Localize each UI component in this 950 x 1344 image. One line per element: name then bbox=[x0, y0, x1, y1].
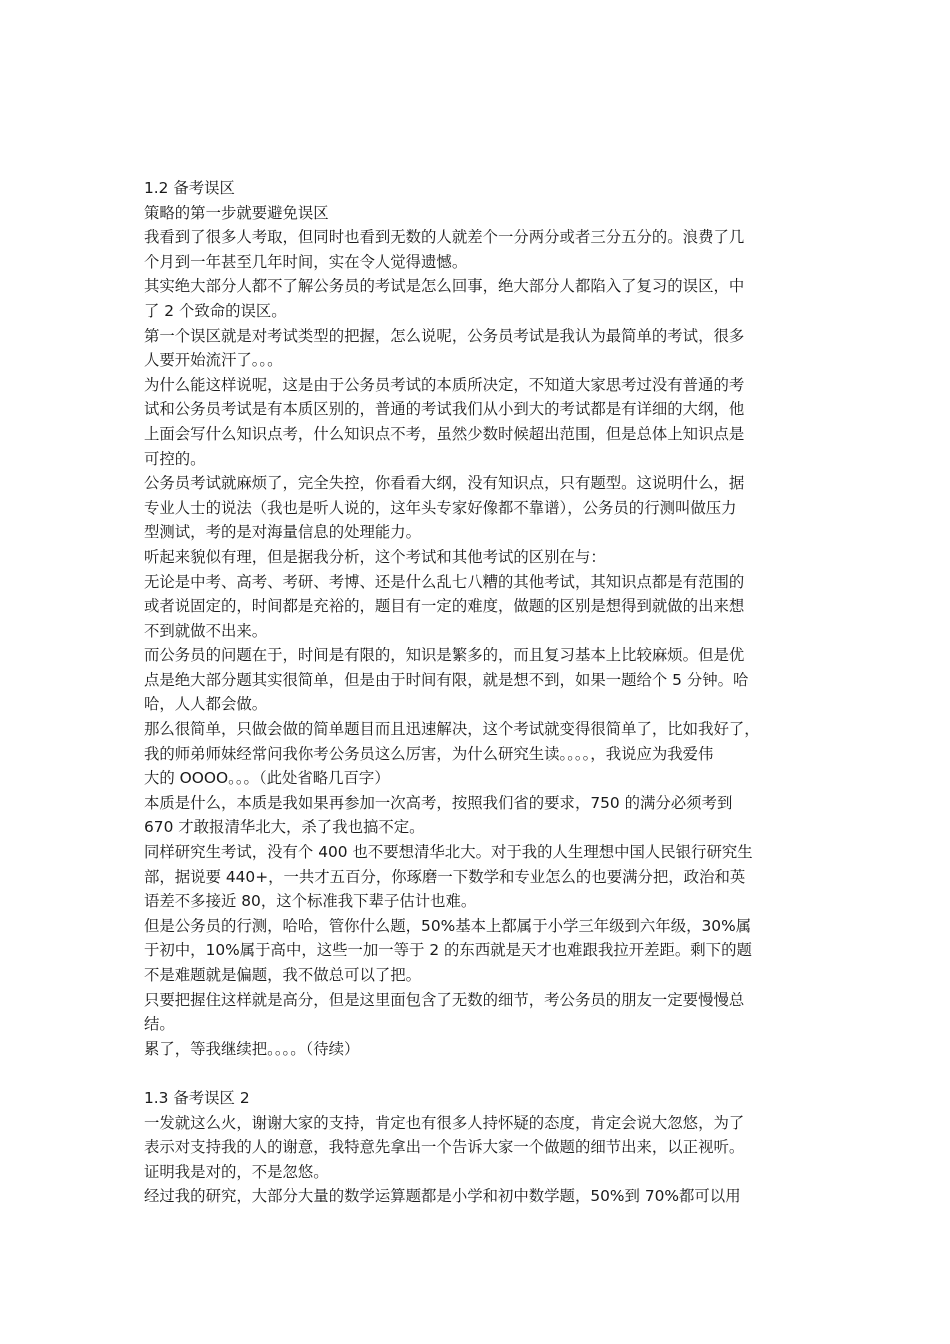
document-body bbox=[144, 176, 808, 1209]
section-heading: 1.3 备考误区 2 bbox=[144, 1088, 250, 1107]
text-line: 型测试，考的是对海量信息的处理能力。 bbox=[144, 523, 422, 542]
text-line: 670 才敢报清华北大，杀了我也搞不定。 bbox=[144, 818, 425, 837]
text-line: 经过我的研究，大部分大量的数学运算题都是小学和初中数学题，50%到 70%都可以用 bbox=[144, 1187, 741, 1206]
text-line: 结。 bbox=[144, 1015, 175, 1034]
text-line: 累了，等我继续把。。。。（待续） bbox=[144, 1039, 360, 1058]
text-line: 无论是中考、高考、考研、考博、还是什么乱七八糟的其他考试，其知识点都是有范围的 bbox=[144, 572, 745, 591]
text-line: 部，据说要 440+，一共才五百分，你琢磨一下数学和专业怎么的也要满分把，政治和英 bbox=[144, 867, 746, 886]
text-line: 本质是什么，本质是我如果再参加一次高考，按照我们省的要求，750 的满分必须考到 bbox=[144, 793, 733, 812]
text-line: 证明我是对的，不是忽悠。 bbox=[144, 1162, 329, 1181]
text-line: 可控的。 bbox=[144, 449, 206, 468]
text-line: 哈，人人都会做。 bbox=[144, 695, 268, 714]
text-line: 那么很简单，只做会做的简单题目而且迅速解决，这个考试就变得很简单了，比如我好了， bbox=[144, 720, 760, 739]
text-line: 于初中，10%属于高中，这些一加一等于 2 的东西就是天才也难跟我拉开差距。剩下的题 bbox=[144, 941, 752, 960]
text-line: 不到就做不出来。 bbox=[144, 621, 268, 640]
text-line: 点是绝大部分题其实很简单，但是由于时间有限，就是想不到，如果一题给个 5 分钟。哈 bbox=[144, 670, 749, 689]
section-heading: 1.2 备考误区 bbox=[144, 179, 235, 197]
text-line: 公务员考试就麻烦了，完全失控，你看看大纲，没有知识点，只有题型。这说明什么，据 bbox=[144, 474, 745, 493]
text-line: 而公务员的问题在于，时间是有限的，知识是繁多的，而且复习基本上比较麻烦。但是优 bbox=[144, 646, 745, 665]
text-line: 了 2 个致命的误区。 bbox=[144, 301, 287, 320]
text-line: 个月到一年甚至几年时间，实在令人觉得遗憾。 bbox=[144, 252, 468, 271]
text-line: 一发就这么火，谢谢大家的支持，肯定也有很多人持怀疑的态度，肯定会说大忽悠，为了 bbox=[144, 1113, 745, 1132]
text-line: 语差不多接近 80，这个标准我下辈子估计也难。 bbox=[144, 892, 477, 911]
blank-line bbox=[144, 1061, 808, 1086]
section-paragraphs bbox=[144, 1111, 808, 1209]
text-line: 人要开始流汗了。。。 bbox=[144, 351, 283, 370]
text-line: 只要把握住这样就是高分，但是这里面包含了无数的细节，考公务员的朋友一定要慢慢总 bbox=[144, 990, 745, 1009]
text-line: 上面会写什么知识点考，什么知识点不考，虽然少数时候超出范围，但是总体上知识点是 bbox=[144, 424, 745, 443]
text-line: 不是难题就是偏题，我不做总可以了把。 bbox=[144, 966, 422, 984]
text-line: 我看到了很多人考取，但同时也看到无数的人就差个一分两分或者三分五分的。浪费了几 bbox=[144, 228, 745, 247]
text-line: 大的 OOOO。。。（此处省略几百字） bbox=[144, 769, 390, 788]
text-line: 策略的第一步就要避免误区 bbox=[144, 203, 329, 222]
text-line: 同样研究生考试，没有个 400 也不要想清华北大。对于我的人生理想中国人民银行研究生 bbox=[144, 843, 753, 862]
text-line: 为什么能这样说呢，这是由于公务员考试的本质所决定，不知道大家思考过没有普通的考 bbox=[144, 375, 745, 394]
text-line: 但是公务员的行测，哈哈，管你什么题，50%基本上都属于小学三年级到六年级，30%属 bbox=[144, 916, 752, 935]
text-line: 我的师弟师妹经常问我你考公务员这么厉害，为什么研究生读。。。。，我说应为我爱伟 bbox=[144, 744, 714, 763]
text-line: 其实绝大部分人都不了解公务员的考试是怎么回事，绝大部分人都陷入了复习的误区，中 bbox=[144, 277, 745, 296]
text-line: 试和公务员考试是有本质区别的，普通的考试我们从小到大的考试都是有详细的大纲，他 bbox=[144, 400, 745, 419]
text-line: 或者说固定的，时间都是充裕的，题目有一定的难度，做题的区别是想得到就做的出来想 bbox=[144, 597, 745, 616]
text-line: 表示对支持我的人的谢意，我特意先拿出一个告诉大家一个做题的细节出来，以正视听。 bbox=[144, 1138, 745, 1157]
text-line: 专业人士的说法（我也是听人说的，这年头专家好像都不靠谱），公务员的行测叫做压力 bbox=[144, 498, 737, 517]
text-line: 听起来貌似有理，但是据我分析，这个考试和其他考试的区别在与： bbox=[144, 547, 606, 566]
section-paragraphs bbox=[144, 201, 808, 1062]
text-line: 第一个误区就是对考试类型的把握，怎么说呢，公务员考试是我认为最简单的考试，很多 bbox=[144, 326, 745, 345]
